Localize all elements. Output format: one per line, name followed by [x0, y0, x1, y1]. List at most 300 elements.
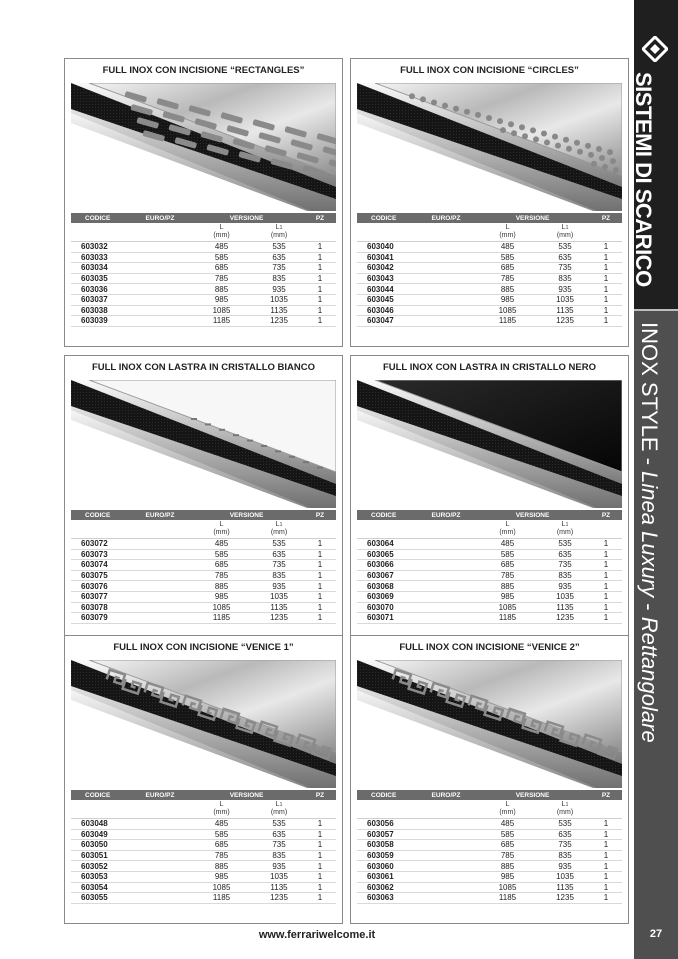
cell-l1: 1135: [556, 882, 574, 892]
cell-l: 685: [500, 840, 515, 850]
sistemi-logo-icon: [642, 36, 668, 62]
cell-code: 603055: [81, 893, 108, 903]
cell-l: 785: [500, 851, 515, 861]
table-row: [357, 253, 622, 264]
cell-code: 603071: [367, 613, 394, 623]
cell-l1: 635: [272, 829, 286, 839]
cell-code: 603066: [367, 560, 394, 570]
table-row: [357, 893, 622, 904]
cell-l1: 735: [272, 560, 286, 570]
cell-code: 603036: [81, 284, 108, 294]
cell-l1: 935: [272, 861, 286, 871]
table-row: [357, 613, 622, 624]
header-euro: EURO/PZ: [431, 791, 461, 799]
header-code: CODICE: [371, 791, 397, 799]
cell-pz: 1: [317, 252, 323, 262]
header-l: L (mm): [213, 521, 230, 536]
cell-l1: 535: [272, 539, 286, 549]
cell-l1: 1035: [270, 872, 288, 882]
cell-l: 1185: [212, 893, 231, 903]
cell-l1: 735: [272, 840, 286, 850]
cell-l: 885: [500, 581, 515, 591]
header-version: VERSIONE: [515, 791, 550, 799]
table-row: [71, 603, 336, 614]
table-row: [71, 274, 336, 285]
cell-l: 585: [500, 252, 515, 262]
cell-l1: 1235: [556, 316, 574, 326]
cell-pz: 1: [317, 829, 323, 839]
cell-pz: 1: [317, 305, 323, 315]
cell-pz: 1: [603, 242, 609, 252]
table-subheader: [71, 223, 336, 242]
table-row: [71, 539, 336, 550]
table-row: [357, 306, 622, 317]
cell-code: 603073: [81, 549, 108, 559]
cell-l: 585: [500, 829, 515, 839]
cell-l: 685: [214, 263, 229, 273]
cell-pz: 1: [317, 274, 323, 284]
cell-pz: 1: [603, 602, 609, 612]
cell-l: 485: [500, 242, 515, 252]
header-pz: PZ: [315, 791, 325, 799]
cell-l: 485: [214, 539, 229, 549]
header-euro: EURO/PZ: [145, 511, 175, 519]
cell-l: 1085: [212, 305, 231, 315]
cell-pz: 1: [603, 316, 609, 326]
table-row: [71, 253, 336, 264]
header-version: VERSIONE: [515, 214, 550, 222]
cell-code: 603050: [81, 840, 108, 850]
cell-pz: 1: [603, 305, 609, 315]
cell-l1: 1135: [556, 602, 574, 612]
product-photo: [71, 380, 336, 508]
cell-l1: 635: [558, 829, 572, 839]
sidebar-series-title: [636, 322, 662, 743]
cell-code: 603063: [367, 893, 394, 903]
table-header: [357, 790, 622, 800]
cell-l1: 835: [558, 851, 572, 861]
table-row: [71, 581, 336, 592]
cell-l: 685: [214, 840, 229, 850]
header-pz: PZ: [601, 511, 611, 519]
product-title: FULL INOX CON INCISIONE “VENICE 1”: [113, 642, 294, 653]
cell-l1: 1135: [270, 882, 288, 892]
cell-l: 585: [500, 549, 515, 559]
cell-code: 603049: [81, 829, 108, 839]
cell-l1: 835: [272, 851, 286, 861]
cell-l: 1085: [212, 602, 231, 612]
cell-pz: 1: [317, 316, 323, 326]
header-code: CODICE: [371, 511, 397, 519]
cell-code: 603056: [367, 819, 394, 829]
cell-l1: 635: [558, 252, 572, 262]
header-version: VERSIONE: [229, 791, 264, 799]
table-subheader: [357, 800, 622, 819]
cell-l1: 1135: [270, 602, 288, 612]
cell-l: 785: [214, 851, 229, 861]
cell-pz: 1: [317, 571, 323, 581]
header-version: VERSIONE: [229, 214, 264, 222]
cell-code: 603038: [81, 305, 108, 315]
cell-code: 603045: [367, 295, 394, 305]
cell-code: 603059: [367, 851, 394, 861]
header-pz: PZ: [315, 511, 325, 519]
cell-code: 603079: [81, 613, 108, 623]
series-line: Linea Luxury: [637, 471, 662, 598]
table-row: [71, 306, 336, 317]
series-separator: -: [637, 451, 662, 472]
cell-l: 785: [500, 274, 515, 284]
cell-code: 603060: [367, 861, 394, 871]
cell-l1: 835: [272, 274, 286, 284]
table-row: [357, 592, 622, 603]
cell-l: 785: [214, 571, 229, 581]
cell-code: 603033: [81, 252, 108, 262]
cell-pz: 1: [317, 602, 323, 612]
cell-pz: 1: [603, 549, 609, 559]
header-euro: EURO/PZ: [145, 791, 175, 799]
cell-l1: 1135: [556, 305, 574, 315]
table-row: [357, 872, 622, 883]
cell-code: 603074: [81, 560, 108, 570]
cell-l1: 735: [558, 560, 572, 570]
header-version: VERSIONE: [515, 511, 550, 519]
product-title: FULL INOX CON INCISIONE “VENICE 2”: [399, 642, 580, 653]
cell-pz: 1: [317, 840, 323, 850]
table-row: [71, 872, 336, 883]
cell-l: 785: [214, 274, 229, 284]
cell-l: 685: [500, 263, 515, 273]
header-version: VERSIONE: [229, 511, 264, 519]
cell-pz: 1: [317, 882, 323, 892]
product-table: [71, 510, 336, 624]
cell-pz: 1: [603, 872, 609, 882]
product-title: FULL INOX CON LASTRA IN CRISTALLO BIANCO: [91, 362, 316, 373]
cell-pz: 1: [317, 549, 323, 559]
cell-pz: 1: [317, 851, 323, 861]
product-title: FULL INOX CON INCISIONE “CIRCLES”: [400, 65, 579, 76]
cell-code: 603040: [367, 242, 394, 252]
table-row: [71, 571, 336, 582]
cell-l1: 635: [272, 549, 286, 559]
cell-code: 603075: [81, 571, 108, 581]
header-code: CODICE: [85, 791, 111, 799]
cell-l: 885: [214, 284, 229, 294]
cell-l: 1085: [498, 602, 517, 612]
cell-l1: 1135: [270, 305, 288, 315]
cell-pz: 1: [317, 893, 323, 903]
cell-l1: 1235: [556, 613, 574, 623]
cell-code: 603034: [81, 263, 108, 273]
cell-l1: 1035: [556, 295, 574, 305]
cell-pz: 1: [317, 819, 323, 829]
header-l1: $L^1$ (mm): [556, 224, 574, 239]
table-subheader: [357, 223, 622, 242]
header-l1: $L^1$ (mm): [270, 521, 288, 536]
header-code: CODICE: [85, 214, 111, 222]
header-code: CODICE: [371, 214, 397, 222]
cell-l: 885: [214, 861, 229, 871]
cell-code: 603072: [81, 539, 108, 549]
cell-code: 603061: [367, 872, 394, 882]
cell-code: 603065: [367, 549, 394, 559]
product-photo: [357, 380, 622, 508]
cell-code: 603078: [81, 602, 108, 612]
table-row: [357, 295, 622, 306]
cell-l1: 735: [558, 263, 572, 273]
cell-l1: 835: [558, 571, 572, 581]
cell-pz: 1: [603, 252, 609, 262]
cell-l: 685: [214, 560, 229, 570]
cell-code: 603057: [367, 829, 394, 839]
cell-pz: 1: [317, 592, 323, 602]
product-title: FULL INOX CON INCISIONE “RECTANGLES”: [102, 65, 305, 76]
cell-code: 603037: [81, 295, 108, 305]
table-header: [357, 510, 622, 520]
sidebar-brand-title: SISTEMI DI SCARICO: [631, 72, 656, 287]
cell-pz: 1: [603, 571, 609, 581]
cell-l: 585: [214, 549, 229, 559]
header-euro: EURO/PZ: [431, 214, 461, 222]
cell-l1: 935: [558, 861, 572, 871]
cell-pz: 1: [317, 581, 323, 591]
cell-code: 603077: [81, 592, 108, 602]
cell-code: 603076: [81, 581, 108, 591]
product-table: [357, 213, 622, 327]
header-l: L (mm): [213, 801, 230, 816]
table-header: [71, 213, 336, 223]
table-row: [357, 242, 622, 253]
table-row: [357, 603, 622, 614]
table-row: [357, 316, 622, 327]
cell-code: 603046: [367, 305, 394, 315]
cell-l: 1185: [498, 316, 517, 326]
cell-l: 485: [500, 539, 515, 549]
cell-l1: 835: [272, 571, 286, 581]
cell-l1: 1235: [270, 893, 288, 903]
series-shape: Rettangolare: [637, 616, 662, 743]
cell-l1: 935: [272, 284, 286, 294]
page-number: 27: [649, 928, 663, 940]
cell-pz: 1: [317, 263, 323, 273]
header-l1: $L^1$ (mm): [556, 801, 574, 816]
table-subheader: [71, 520, 336, 539]
cell-code: 603052: [81, 861, 108, 871]
header-euro: EURO/PZ: [145, 214, 175, 222]
cell-pz: 1: [603, 539, 609, 549]
table-header: [71, 790, 336, 800]
cell-code: 603035: [81, 274, 108, 284]
cell-pz: 1: [317, 284, 323, 294]
cell-pz: 1: [317, 560, 323, 570]
table-row: [357, 263, 622, 274]
table-row: [71, 613, 336, 624]
cell-l: 985: [214, 872, 229, 882]
table-row: [71, 263, 336, 274]
table-row: [71, 830, 336, 841]
series-separator-2: -: [637, 597, 662, 617]
header-l: L (mm): [499, 224, 516, 239]
cell-code: 603041: [367, 252, 394, 262]
product-photo: [71, 83, 336, 211]
table-row: [71, 861, 336, 872]
cell-l: 985: [500, 592, 515, 602]
cell-pz: 1: [317, 295, 323, 305]
table-row: [357, 840, 622, 851]
cell-l: 785: [500, 571, 515, 581]
cell-code: 603064: [367, 539, 394, 549]
header-l: L (mm): [499, 521, 516, 536]
table-row: [357, 560, 622, 571]
table-row: [357, 539, 622, 550]
cell-l: 885: [500, 284, 515, 294]
cell-l1: 535: [272, 242, 286, 252]
cell-l1: 1235: [556, 893, 574, 903]
header-pz: PZ: [601, 791, 611, 799]
cell-l: 1185: [212, 316, 231, 326]
cell-pz: 1: [603, 851, 609, 861]
cell-l1: 735: [558, 840, 572, 850]
table-row: [71, 819, 336, 830]
cell-l: 985: [500, 295, 515, 305]
table-header: [357, 213, 622, 223]
cell-code: 603069: [367, 592, 394, 602]
cell-l1: 935: [558, 581, 572, 591]
header-euro: EURO/PZ: [431, 511, 461, 519]
cell-l: 885: [500, 861, 515, 871]
table-row: [357, 571, 622, 582]
cell-l1: 535: [272, 819, 286, 829]
product-table: [71, 790, 336, 904]
cell-l: 1085: [212, 882, 231, 892]
cell-code: 603067: [367, 571, 394, 581]
header-l: L (mm): [499, 801, 516, 816]
cell-code: 603032: [81, 242, 108, 252]
cell-l1: 535: [558, 819, 572, 829]
header-l: L (mm): [213, 224, 230, 239]
cell-pz: 1: [603, 840, 609, 850]
cell-pz: 1: [603, 829, 609, 839]
cell-l: 985: [214, 295, 229, 305]
table-header: [71, 510, 336, 520]
table-row: [357, 581, 622, 592]
cell-code: 603047: [367, 316, 394, 326]
cell-pz: 1: [603, 861, 609, 871]
cell-pz: 1: [603, 893, 609, 903]
cell-l1: 635: [272, 252, 286, 262]
product-card-white-glass: [64, 355, 343, 644]
table-row: [71, 893, 336, 904]
table-row: [71, 284, 336, 295]
cell-l1: 935: [272, 581, 286, 591]
cell-code: 603068: [367, 581, 394, 591]
cell-pz: 1: [603, 263, 609, 273]
cell-code: 603042: [367, 263, 394, 273]
cell-l: 885: [214, 581, 229, 591]
header-l1: $L^1$ (mm): [556, 521, 574, 536]
cell-code: 603039: [81, 316, 108, 326]
cell-l1: 1035: [270, 295, 288, 305]
cell-pz: 1: [317, 242, 323, 252]
product-table: [71, 213, 336, 327]
product-card-rectangles: [64, 58, 343, 347]
table-subheader: [71, 800, 336, 819]
header-l1: $L^1$ (mm): [270, 801, 288, 816]
cell-l1: 535: [558, 539, 572, 549]
product-card-venice-2: [350, 635, 629, 924]
cell-code: 603070: [367, 602, 394, 612]
cell-pz: 1: [317, 861, 323, 871]
cell-l: 985: [214, 592, 229, 602]
table-subheader: [357, 520, 622, 539]
table-row: [357, 819, 622, 830]
product-table: [357, 790, 622, 904]
cell-pz: 1: [603, 882, 609, 892]
cell-l: 1185: [498, 893, 517, 903]
header-code: CODICE: [85, 511, 111, 519]
table-row: [71, 316, 336, 327]
cell-l: 685: [500, 560, 515, 570]
cell-l: 1185: [212, 613, 231, 623]
cell-code: 603043: [367, 274, 394, 284]
cell-l: 485: [500, 819, 515, 829]
cell-pz: 1: [603, 295, 609, 305]
cell-l: 985: [500, 872, 515, 882]
cell-code: 603058: [367, 840, 394, 850]
cell-pz: 1: [603, 613, 609, 623]
cell-l1: 635: [558, 549, 572, 559]
table-row: [357, 284, 622, 295]
product-card-venice-1: [64, 635, 343, 924]
product-card-circles: [350, 58, 629, 347]
series-main: INOX STYLE: [637, 322, 662, 452]
table-row: [357, 861, 622, 872]
table-row: [71, 883, 336, 894]
cell-l: 1085: [498, 305, 517, 315]
cell-l1: 835: [558, 274, 572, 284]
table-row: [71, 242, 336, 253]
cell-l1: 1035: [556, 592, 574, 602]
cell-code: 603048: [81, 819, 108, 829]
cell-code: 603044: [367, 284, 394, 294]
cell-l: 485: [214, 819, 229, 829]
product-photo: [357, 83, 622, 211]
table-row: [71, 840, 336, 851]
cell-l: 485: [214, 242, 229, 252]
footer-website-link[interactable]: www.ferrariwelcome.it: [258, 929, 376, 941]
cell-l1: 1235: [270, 316, 288, 326]
cell-l1: 1035: [270, 592, 288, 602]
table-row: [357, 830, 622, 841]
cell-l: 585: [214, 252, 229, 262]
table-row: [357, 851, 622, 862]
table-row: [357, 274, 622, 285]
table-row: [71, 851, 336, 862]
table-row: [71, 560, 336, 571]
cell-code: 603054: [81, 882, 108, 892]
table-row: [357, 550, 622, 561]
cell-pz: 1: [603, 560, 609, 570]
table-row: [71, 550, 336, 561]
cell-pz: 1: [603, 274, 609, 284]
table-row: [71, 592, 336, 603]
cell-l1: 535: [558, 242, 572, 252]
cell-code: 603051: [81, 851, 108, 861]
cell-l1: 935: [558, 284, 572, 294]
cell-code: 603053: [81, 872, 108, 882]
cell-l1: 735: [272, 263, 286, 273]
cell-pz: 1: [317, 872, 323, 882]
